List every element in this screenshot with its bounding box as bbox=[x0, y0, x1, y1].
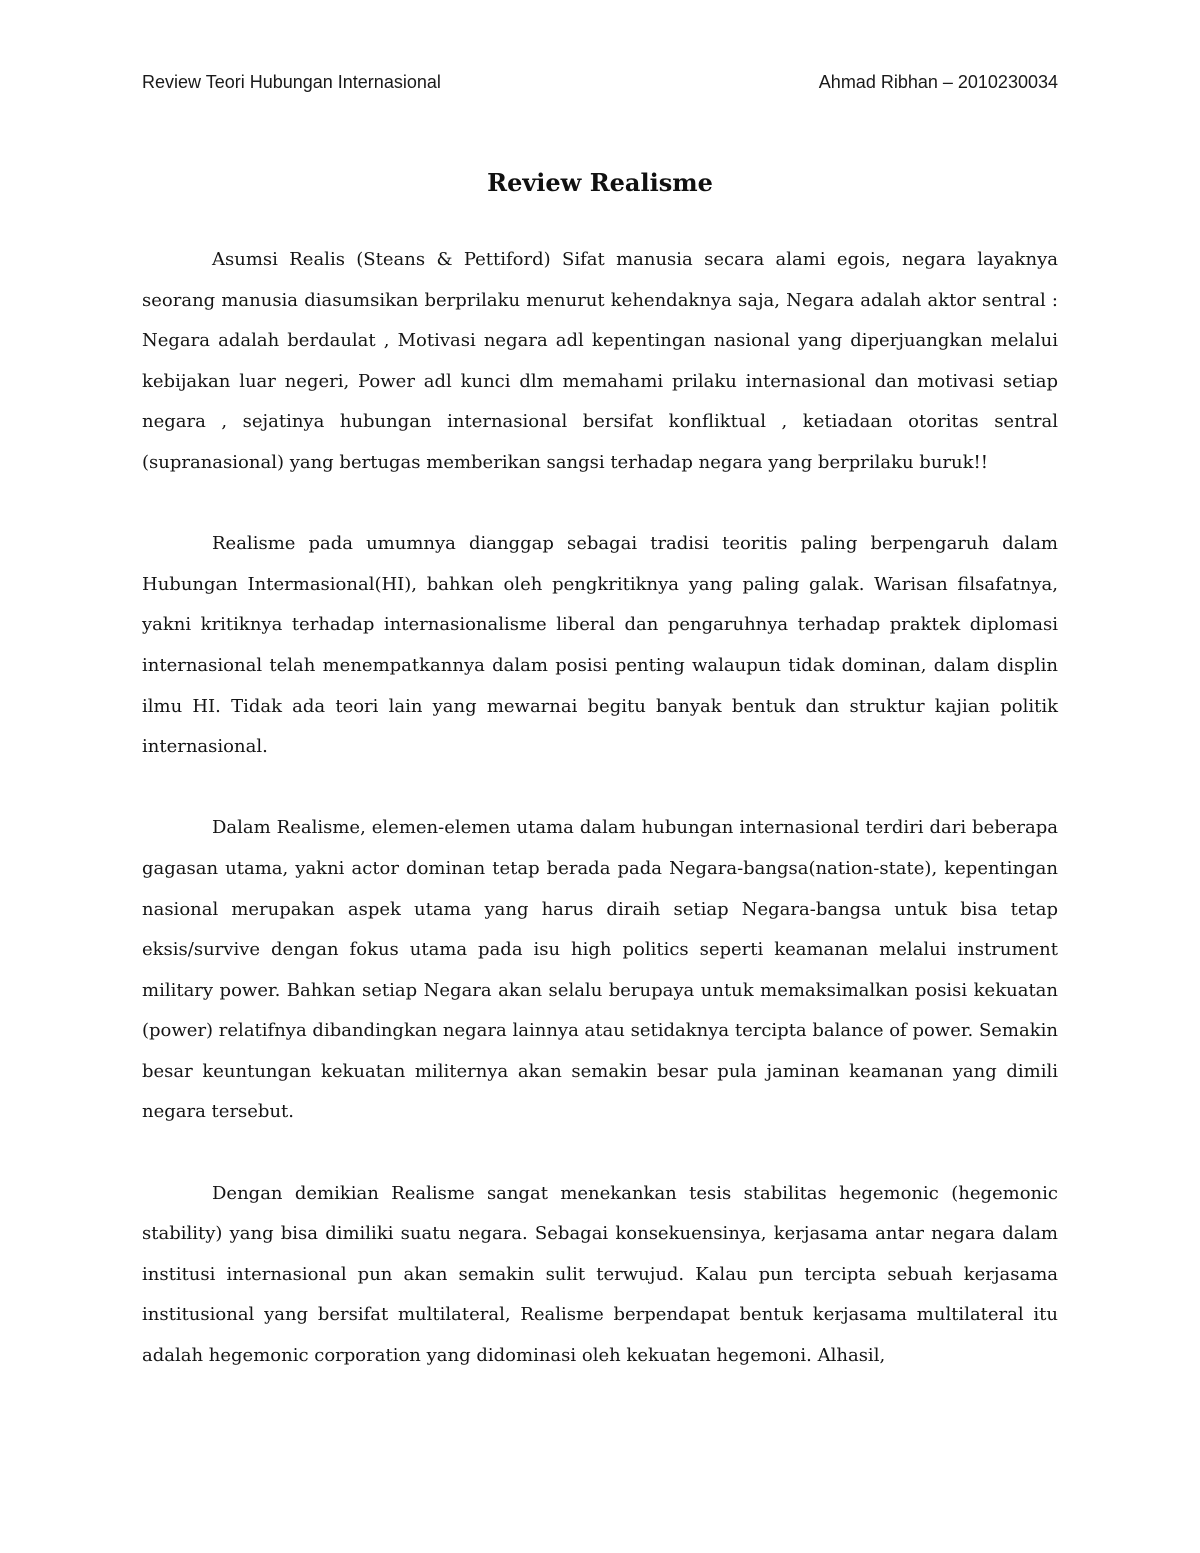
header-author-id: Ahmad Ribhan – 2010230034 bbox=[818, 72, 1058, 92]
paragraph-3: Dalam Realisme, elemen-elemen utama dalam hubungan internasional terdiri dari beberapa gagasan utama, yakni actor dominan tetap berada pada Negara-bangsa(nation-state), kepentingan nasional merupakan aspek utama yang harus diraih setiap Negara-bangsa untuk bisa tetap eksis/survive dengan fokus utama pada isu high politics seperti keamanan melalui instrument military power. Bahkan setiap Negara akan selalu berupaya untuk memaksimalkan posisi kekuatan (power) relatifnya dibandingkan negara lainnya atau setidaknya tercipta balance of power. Semakin besar keuntungan kekuatan militernya akan semakin besar pula jaminan keamanan yang dimili negara tersebut. bbox=[142, 817, 1058, 1123]
paragraph-1: Asumsi Realis (Steans & Pettiford) Sifat manusia secara alami egois, negara layaknya seorang manusia diasumsikan berprilaku menurut kehendaknya saja, Negara adalah aktor sentral : Negara adalah berdaulat , Motivasi negara adl kepentingan nasional yang diperjuangkan melalui kebijakan luar negeri, Power adl kunci dlm memahami prilaku internasional dan motivasi setiap negara , sejatinya hubungan internasional bersifat konfliktual , ketiadaan otoritas sentral (supranasional) yang bertugas memberikan sangsi terhadap negara yang berprilaku buruk!! bbox=[142, 249, 1058, 473]
paragraph-4: Dengan demikian Realisme sangat menekankan tesis stabilitas hegemonic (hegemonic stability) yang bisa dimiliki suatu negara. Sebagai konsekuensinya, kerjasama antar negara dalam institusi internasional pun akan semakin sulit terwujud. Kalau pun tercipta sebuah kerjasama institusional yang bersifat multilateral, Realisme berpendapat bentuk kerjasama multilateral itu adalah hegemonic corporation yang didominasi oleh kekuatan hegemoni. Alhasil, bbox=[142, 1182, 1058, 1367]
paragraph-2: Realisme pada umumnya dianggap sebagai tradisi teoritis paling berpengaruh dalam Hubungan Intermasional(HI), bahkan oleh pengkritiknya yang paling galak. Warisan filsafatnya, yakni kritiknya terhadap internasionalisme liberal dan pengaruhnya terhadap praktek diplomasi internasional telah menempatkannya dalam posisi penting walaupun tidak dominan, dalam displin ilmu HI. Tidak ada teori lain yang mewarnai begitu banyak bentuk dan struktur kajian politik internasional. bbox=[142, 533, 1058, 758]
document-body bbox=[142, 240, 1058, 1377]
header-course-title: Review Teori Hubungan Internasional bbox=[142, 72, 441, 92]
document-title: Review Realisme bbox=[487, 168, 713, 197]
running-header bbox=[142, 72, 1058, 93]
